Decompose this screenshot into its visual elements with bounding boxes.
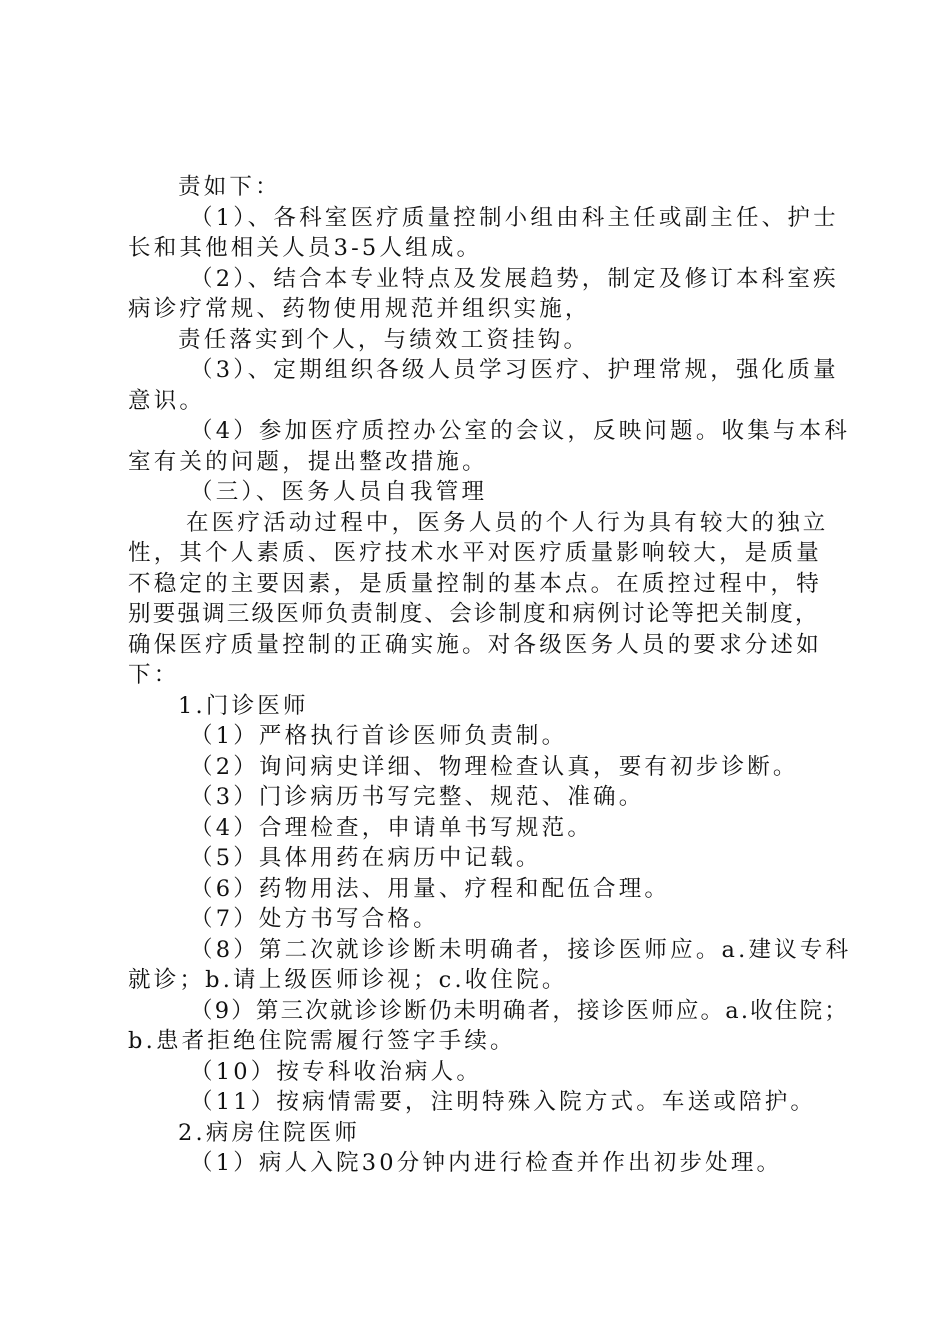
list-item: （2）询问病史详细、物理检查认真，要有初步诊断。 — [190, 753, 799, 780]
text-line: 责如下： — [178, 174, 281, 200]
text-line: 性，其个人素质、医疗技术水平对医疗质量影响较大，是质量 — [128, 540, 822, 566]
text-line: 责任落实到个人，与绩效工资挂钩。 — [178, 326, 590, 353]
list-item: （8）第二次就诊诊断未明确者，接诊医师应。a.建议专科 — [190, 936, 852, 963]
text-line: （3）、定期组织各级人员学习医疗、护理常规，强化质量 — [190, 357, 839, 383]
list-item: （7）处方书写合格。 — [190, 906, 439, 932]
text-line: b.患者拒绝住院需履行签字手续。 — [128, 1028, 516, 1054]
text-line: （4）参加医疗质控办公室的会议，反映问题。收集与本科 — [190, 418, 851, 444]
text-line: 不稳定的主要因素，是质量控制的基本点。在质控过程中，特 — [128, 570, 822, 597]
text-line: 长和其他相关人员3-5人组成。 — [128, 235, 483, 261]
subsection-heading: 1.门诊医师 — [178, 692, 309, 719]
list-item: （3）门诊病历书写完整、规范、准确。 — [190, 784, 645, 810]
text-line: 下： — [128, 662, 180, 688]
text-line: 确保医疗质量控制的正确实施。对各级医务人员的要求分述如 — [128, 631, 822, 658]
list-item: （11）按病情需要，注明特殊入院方式。车送或陪护。 — [190, 1089, 817, 1115]
list-item: （5）具体用药在病历中记载。 — [190, 845, 542, 871]
document-body — [128, 172, 852, 1179]
subsection-heading: 2.病房住院医师 — [178, 1119, 361, 1146]
list-item: （6）药物用法、用量、疗程和配伍合理。 — [190, 875, 671, 902]
text-line: 别要强调三级医师负责制度、会诊制度和病例讨论等把关制度， — [128, 601, 820, 627]
text-line: （1）、各科室医疗质量控制小组由科主任或副主任、护士 — [190, 204, 839, 231]
text-line: 在医疗活动过程中，医务人员的个人行为具有较大的独立 — [186, 509, 829, 536]
list-item: （10）按专科收治病人。 — [190, 1058, 483, 1085]
list-item: （4）合理检查，申请单书写规范。 — [190, 814, 594, 841]
text-line: 病诊疗常规、药物使用规范并组织实施， — [128, 296, 591, 322]
text-line: 就诊；b.请上级医师诊视；c.收住院。 — [128, 967, 568, 993]
list-item: （9）第三次就诊诊断仍未明确者，接诊医师应。a.收住院； — [190, 997, 849, 1024]
text-line: （2）、结合本专业特点及发展趋势，制定及修订本科室疾 — [190, 265, 839, 292]
section-heading: （三）、医务人员自我管理 — [190, 479, 488, 505]
list-item: （1）严格执行首诊医师负责制。 — [190, 723, 568, 749]
text-line: 室有关的问题，提出整改措施。 — [128, 448, 488, 475]
list-item: （1）病人入院30分钟内进行检查并作出初步处理。 — [190, 1150, 783, 1176]
text-line: 意识。 — [128, 387, 206, 414]
